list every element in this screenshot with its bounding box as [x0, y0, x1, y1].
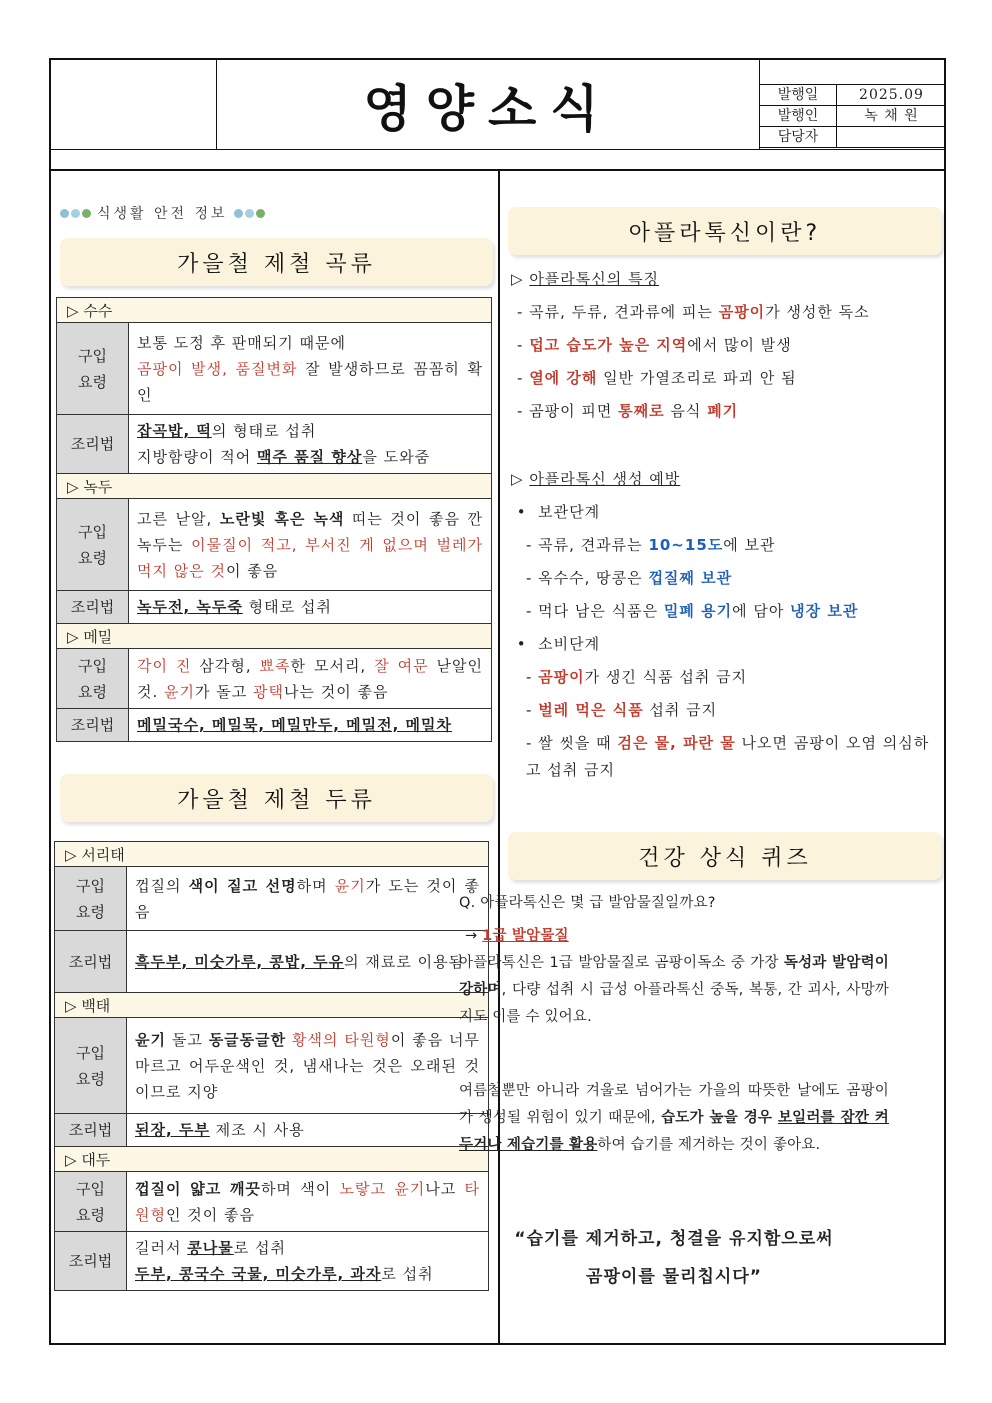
- text: 나고: [425, 1179, 465, 1198]
- text: 에 담아: [732, 602, 791, 620]
- text: 하여 습기를 제거하는 것이 좋아요.: [597, 1137, 821, 1153]
- beans-banner: [60, 774, 493, 822]
- text: 고른 낟알,: [137, 509, 220, 528]
- meta-row-manager: [760, 127, 946, 148]
- cook-text: [129, 709, 492, 742]
- text: 한 모서리,: [290, 656, 375, 675]
- item-name: 서리태: [81, 845, 125, 864]
- text: 이 좋음 너무 마르고 어두운색인 것, 냄새나는 것은 오래된 것이므로 지양: [135, 1030, 480, 1101]
- highlight-text: 벌레 먹은 식품: [538, 701, 644, 719]
- buy-label: 구입 요령: [57, 499, 129, 591]
- section-row-seoritae: ▷ 서리태: [55, 842, 489, 867]
- cook-label: 조리법: [57, 709, 129, 742]
- meta-value: 2025.09: [859, 87, 924, 103]
- text: 길러서: [135, 1239, 188, 1257]
- highlight-text: 검은 물, 파란 물: [617, 734, 736, 752]
- meta-key: 발행인: [760, 106, 837, 126]
- text: 껍질의: [135, 876, 189, 895]
- aflatoxin-banner: [508, 207, 942, 255]
- text: 의 재료로 이용됨: [344, 952, 465, 971]
- meta-key: 발행일: [760, 85, 837, 105]
- bold-text: 윤기: [135, 1030, 166, 1049]
- buy-label: 구입 요령: [55, 1172, 127, 1232]
- text: - 옥수수, 땅콩은: [526, 569, 649, 587]
- text: 삼각형,: [191, 656, 260, 675]
- text: 보통 도정 후 판매되기 때문에: [137, 333, 346, 352]
- meta-row-date: [760, 85, 946, 106]
- highlight-text: 윤기: [164, 682, 196, 701]
- arrow-icon: →: [465, 928, 483, 944]
- buy-label: 구입 요령: [57, 649, 129, 709]
- text: 에서 많이 발생: [687, 336, 792, 354]
- highlight-text: 열에 강해: [529, 369, 598, 387]
- header-title-cell: [217, 60, 760, 150]
- text: 가 생긴 식품 섭취 금지: [584, 668, 748, 686]
- bold-text: 노란빛 혹은 녹색: [219, 509, 345, 528]
- text: 형태로 섭취: [242, 598, 332, 616]
- answer-text: 1급 발암물질: [482, 928, 569, 944]
- text: 인 것이 좋음: [165, 1205, 255, 1224]
- highlight-text: 냉장 보관: [790, 602, 859, 620]
- heading-text: 보관단계: [538, 503, 601, 521]
- dots-icon: [234, 209, 265, 218]
- dots-icon: [60, 209, 91, 218]
- text: , 다량 섭취 시 급성 아플라톡신 중독, 복통, 간 괴사, 사망까지도 이를 수 있어요.: [459, 982, 889, 1025]
- heading-text: 아플라톡신 생성 예방: [529, 470, 681, 488]
- text: 잘 발생하므로 꼼꼼히 확인: [137, 359, 483, 404]
- underline-text: 된장, 두부: [135, 1121, 210, 1139]
- highlight-text: 노랗고 윤기: [339, 1179, 426, 1198]
- aflatoxin-prevention: [511, 463, 941, 784]
- header-spacer-row: [51, 150, 944, 171]
- underline-text: 두부, 콩국수 국물, 미숫가루, 과자: [135, 1265, 382, 1283]
- text: 섭취 금지: [643, 701, 718, 719]
- section-row-corn: ▷ 수수: [57, 298, 492, 323]
- quiz-question: [459, 890, 889, 1031]
- text: 의 형태로 섭취: [211, 422, 317, 440]
- text: 띠는 것이 좋음 깐 녹두는: [137, 509, 483, 554]
- buy-text: [129, 499, 492, 591]
- text: -: [526, 701, 539, 719]
- quiz-title: 건강 상식 퀴즈: [638, 845, 812, 871]
- highlight-text: 통째로: [618, 402, 665, 420]
- buy-text: [127, 867, 489, 931]
- meta-key: 담당자: [760, 127, 837, 147]
- highlight-text: 곰팡이: [538, 668, 585, 686]
- beans-title: 가을철 제철 두류: [177, 787, 376, 813]
- publication-info: [760, 84, 946, 148]
- cook-label: 조리법: [55, 1114, 127, 1147]
- quiz-banner: [508, 832, 942, 880]
- cook-label: 조리법: [55, 1232, 127, 1291]
- quote-line: 곰팡이를 물리칩시다”: [586, 1267, 762, 1287]
- bold-text: 습도가 높을 경우: [661, 1110, 778, 1126]
- item-name: 메밀: [83, 627, 113, 646]
- quiz-explanation: [459, 950, 889, 1031]
- text: 나오면 곰팡이 오염 의심하고 섭취 금지: [526, 734, 930, 779]
- text: -: [517, 369, 530, 387]
- feature-item: [511, 329, 941, 362]
- text: 아플라톡신은 1급 발암물질로 곰팡이독소 중 가장: [459, 955, 784, 971]
- header-blank-cell: [51, 60, 217, 150]
- storage-heading: • 보관단계: [511, 503, 601, 521]
- text: 일반 가열조리로 파괴 안 됨: [597, 369, 797, 387]
- feature-item: [511, 296, 941, 329]
- buy-label: 구입 요령: [57, 323, 129, 415]
- page-title: 영양소식: [363, 80, 613, 138]
- underline-text: 콩나물: [187, 1239, 234, 1257]
- underline-text: 보일러를 잠깐 켜두거나 제습기를 활용: [459, 1110, 889, 1153]
- highlight-text: 광택: [253, 682, 285, 701]
- closing-quote: [459, 1220, 889, 1296]
- text: 하며: [296, 876, 335, 895]
- buy-text: [129, 649, 492, 709]
- text: 제조 시 사용: [209, 1121, 305, 1139]
- underline-text: 흑두부, 미숫가루, 콩밥, 두유: [135, 952, 345, 971]
- highlight-text: 타원형: [135, 1179, 481, 1224]
- meta-value: [837, 127, 946, 147]
- text: 가 돌고: [195, 682, 254, 701]
- text: 여름철뿐만 아니라 겨울로 넘어가는 가을의 따뜻한 날에도 곰팡이가 생성될 위험이 있기 때문에,: [459, 1083, 889, 1126]
- consume-item: [511, 694, 941, 727]
- text: 지방함량이 적어: [137, 448, 257, 466]
- highlight-text: 덥고 습도가 높은 지역: [529, 336, 688, 354]
- item-name: 대두: [81, 1150, 111, 1169]
- highlight-text: 껍질째 보관: [648, 569, 733, 587]
- buy-text: [127, 1172, 489, 1232]
- bold-text: 껍질이 얇고 깨끗: [135, 1179, 261, 1198]
- grains-banner: [60, 238, 493, 286]
- buy-text: [129, 323, 492, 415]
- text: - 곰팡이 피면: [517, 402, 619, 420]
- heading-text: 소비단계: [538, 635, 601, 653]
- text: 낟알인 것.: [137, 656, 483, 701]
- cook-label: 조리법: [57, 415, 129, 474]
- cook-text: [129, 415, 492, 474]
- text: - 쌀 씻을 때: [526, 734, 618, 752]
- prevention-heading: ▷ 아플라톡신 생성 예방: [511, 470, 681, 488]
- consume-item: [511, 661, 941, 694]
- text: -: [517, 336, 530, 354]
- text: - 먹다 남은 식품은: [526, 602, 664, 620]
- highlight-text: 10~15도: [648, 536, 724, 554]
- highlight-text: 황색의 타원형: [292, 1030, 391, 1049]
- text: - 곡류, 두류, 견과류에 피는: [517, 303, 719, 321]
- text: 가 생성한 독소: [765, 303, 870, 321]
- quiz-answer: [459, 923, 889, 950]
- section-row-baektae: ▷ 백태: [55, 993, 489, 1018]
- cook-label: 조리법: [57, 591, 129, 624]
- header: [51, 60, 944, 150]
- aflatoxin-features: [511, 263, 941, 428]
- cook-text: [129, 591, 492, 624]
- text: 음식: [664, 402, 708, 420]
- highlight-text: 윤기: [334, 876, 366, 895]
- text: -: [526, 668, 539, 686]
- buy-label: 구입 요령: [55, 1018, 127, 1114]
- bold-text: 색이 짙고 선명: [188, 876, 297, 895]
- grains-table: [56, 297, 492, 742]
- cook-text: [127, 1232, 489, 1291]
- section-row-daedu: ▷ 대두: [55, 1147, 489, 1172]
- text: 로 섭취: [381, 1265, 434, 1283]
- highlight-text: 뾰족: [259, 656, 291, 675]
- text: 을 도와줌: [362, 448, 431, 466]
- underline-text: 잡곡밥, 떡: [137, 422, 212, 440]
- buy-text: [127, 1018, 489, 1114]
- meta-row-publisher: [760, 106, 946, 127]
- beans-table: [54, 841, 489, 1291]
- storage-item: [511, 529, 941, 562]
- cook-label: 조리법: [55, 931, 127, 993]
- grains-title: 가을철 제철 곡류: [177, 251, 376, 277]
- text: 돌고: [165, 1030, 209, 1049]
- text: 에 보관: [723, 536, 776, 554]
- text: 나는 것이 좋음: [284, 682, 389, 701]
- feature-item: [511, 395, 941, 428]
- buy-label: 구입 요령: [55, 867, 127, 931]
- highlight-text: 폐기: [707, 402, 739, 420]
- highlight-text: 곰팡이: [718, 303, 766, 321]
- cook-text: [127, 1114, 489, 1147]
- bold-text: 동글동글한: [208, 1030, 287, 1049]
- features-heading: ▷ 아플라톡신의 특징: [511, 270, 660, 288]
- quiz-tip: [459, 1078, 889, 1159]
- underline-text: 메밀국수, 메밀묵, 메밀만두, 메밀전, 메밀차: [137, 716, 453, 734]
- bold-text: 독성과 발암력이 강하며: [459, 955, 889, 998]
- highlight-text: 각이 진: [137, 656, 192, 675]
- text: - 곡류, 견과류는: [526, 536, 649, 554]
- question-text: Q. 아플라톡신은 몇 급 발암물질일까요?: [459, 895, 716, 911]
- meta-value: 녹 채 원: [864, 108, 919, 124]
- item-name: 수수: [83, 301, 113, 320]
- highlight-text: 곰팡이 발생, 품질변화: [137, 359, 298, 378]
- feature-item: [511, 362, 941, 395]
- storage-item: [511, 562, 941, 595]
- consume-item: [511, 727, 941, 784]
- highlight-text: 밀폐 용기: [663, 602, 733, 620]
- text: 가 도는 것이 좋음: [135, 876, 480, 921]
- subtitle-text: 식생활 안전 정보: [97, 206, 228, 222]
- column-divider: [498, 171, 500, 1345]
- section-subtitle: [60, 203, 265, 223]
- section-row-mung: ▷ 녹두: [57, 474, 492, 499]
- quote-line: “습기를 제거하고, 청결을 유지함으로써: [514, 1229, 834, 1249]
- cook-text: [127, 931, 489, 993]
- aflatoxin-title: 아플라톡신이란?: [628, 220, 822, 246]
- highlight-text: 이물질이 적고, 부서진 게 없으며 벌레가 먹지 않은 것: [137, 535, 483, 580]
- section-row-buckwheat: ▷ 메밀: [57, 624, 492, 649]
- item-name: 녹두: [83, 477, 113, 496]
- item-name: 백태: [81, 996, 111, 1015]
- text: 이 좋음: [226, 561, 279, 580]
- highlight-text: 잘 여문: [374, 656, 429, 675]
- consume-heading: • 소비단계: [511, 635, 601, 653]
- text: 로 섭취: [233, 1239, 286, 1257]
- text: 하며 색이: [260, 1179, 340, 1198]
- underline-text: 녹두전, 녹두죽: [137, 598, 243, 616]
- underline-text: 맥주 품질 향상: [256, 448, 363, 466]
- storage-item: [511, 595, 941, 628]
- heading-text: 아플라톡신의 특징: [529, 270, 660, 288]
